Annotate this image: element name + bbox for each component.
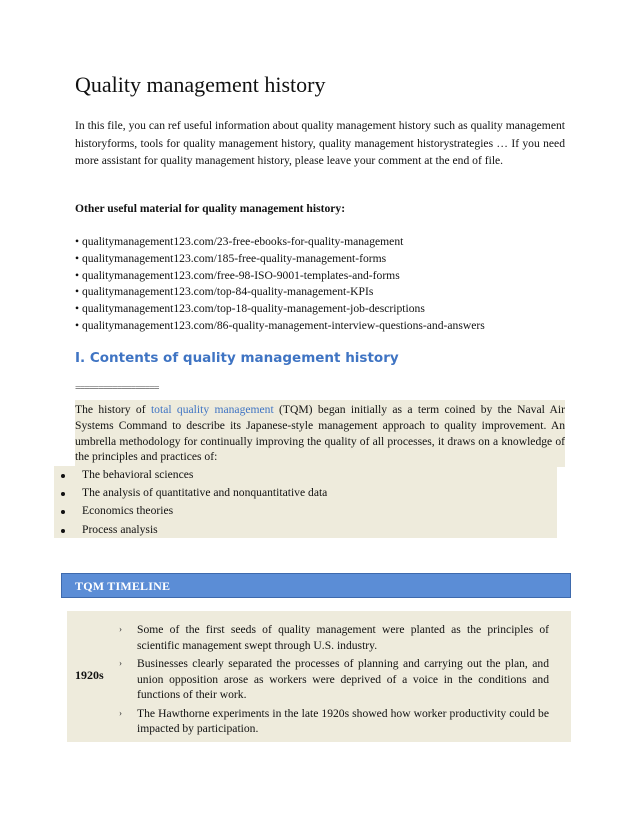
chevron-right-icon: › bbox=[119, 624, 122, 634]
page-title: Quality management history bbox=[75, 72, 326, 97]
divider-line: ================== bbox=[75, 383, 159, 394]
timeline-event-text: The Hawthorne experiments in the late 1920s showed how worker productivity could be impacted by participation. bbox=[137, 706, 549, 735]
material-link[interactable]: • qualitymanagement123.com/free-98-ISO-9001-templates-and-forms bbox=[75, 268, 400, 282]
history-paragraph bbox=[75, 400, 565, 467]
timeline-event bbox=[119, 622, 549, 653]
list-item bbox=[54, 484, 557, 502]
material-link[interactable]: • qualitymanagement123.com/185-free-quality-management-forms bbox=[75, 251, 387, 265]
list-item bbox=[54, 502, 557, 520]
history-text-end: (TQM) began initially as a term coined by the Naval Air Systems Command to describe its Japanese-style management approach to quality improvement. An umbrella methodology for continually improving the quality of all processes, it draws on a knowledge of the principles and practices of: bbox=[75, 403, 566, 464]
timeline-event-text: Some of the first seeds of quality management were planted as the principles of scientific management swept through U.S. industry. bbox=[137, 623, 549, 652]
timeline-event-text: Businesses clearly separated the processes of planning and carrying out the plan, and union opposition arose as workers were deprived of a voice in the conditions and functions of their work. bbox=[137, 657, 549, 701]
bullet-icon bbox=[61, 492, 65, 496]
disciplines-list-box bbox=[54, 466, 557, 538]
contents-heading: I. Contents of quality management history bbox=[75, 350, 399, 366]
intro-paragraph: In this file, you can ref useful information about quality management history such as quality management historyforms, tools for quality management history, quality management historystrategies … If you need more assistant for quality management history, please leave your comment at the end of file. bbox=[75, 119, 565, 167]
list-item-label: The analysis of quantitative and nonquantitative data bbox=[82, 486, 328, 500]
bullet-icon bbox=[61, 474, 65, 478]
list-item-label: Economics theories bbox=[82, 504, 174, 518]
material-link[interactable]: • qualitymanagement123.com/86-quality-management-interview-questions-and-answers bbox=[75, 318, 485, 332]
timeline-event bbox=[119, 706, 549, 737]
list-item bbox=[54, 466, 557, 484]
chevron-right-icon: › bbox=[119, 707, 122, 718]
timeline-table bbox=[67, 611, 571, 742]
material-link[interactable]: • qualitymanagement123.com/23-free-ebooks-for-quality-management bbox=[75, 235, 404, 248]
timeline-events bbox=[119, 622, 549, 740]
timeline-era: 1920s bbox=[75, 668, 104, 682]
disciplines-list bbox=[54, 466, 557, 539]
tqm-timeline-title: TQM TIMELINE bbox=[75, 579, 171, 593]
bullet-icon bbox=[61, 529, 65, 533]
tqm-timeline-header bbox=[61, 573, 571, 598]
material-link-list bbox=[75, 234, 485, 335]
history-text-start: The history of bbox=[75, 403, 151, 416]
list-item-label: Process analysis bbox=[82, 522, 158, 536]
material-link[interactable]: • qualitymanagement123.com/top-18-quality-management-job-descriptions bbox=[75, 302, 425, 316]
material-link[interactable]: • qualitymanagement123.com/top-84-quality-management-KPIs bbox=[75, 285, 374, 299]
list-item bbox=[54, 521, 557, 539]
tqm-link[interactable]: total quality management bbox=[150, 403, 274, 416]
other-material-heading: Other useful material for quality management history: bbox=[75, 202, 346, 215]
bullet-icon bbox=[61, 510, 65, 514]
list-item-label: The behavioral sciences bbox=[82, 468, 194, 481]
timeline-event bbox=[119, 656, 549, 703]
chevron-right-icon: › bbox=[119, 658, 122, 668]
